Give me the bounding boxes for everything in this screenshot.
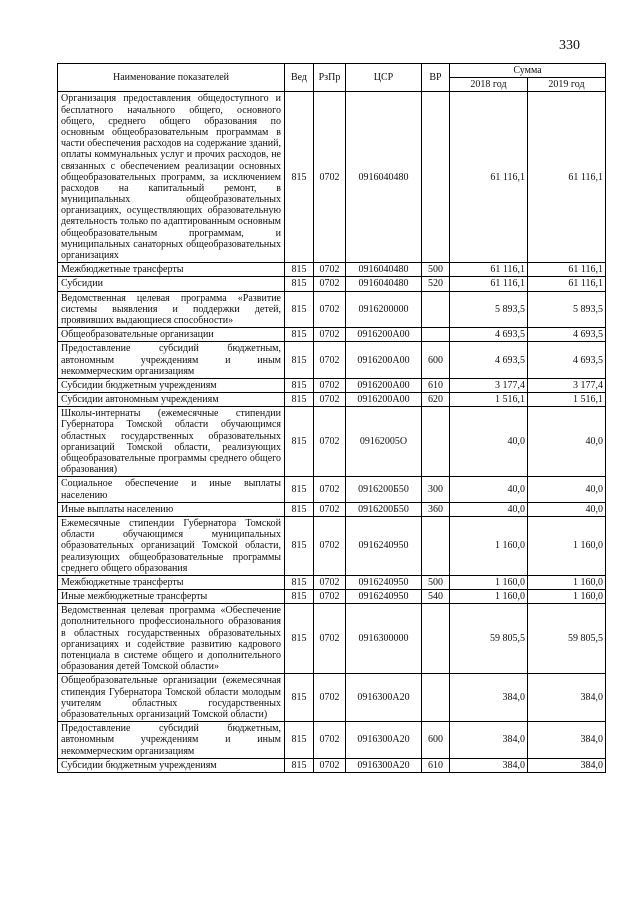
cell-name: Ежемесячные стипендии Губернатора Томской области обучающимся муниципальных образовательных организаций Томской области, реализующих общеобразовательные программы среднего общего образования (58, 516, 285, 575)
cell-2019: 384,0 (528, 722, 606, 759)
cell-vr: 300 (422, 477, 450, 502)
cell-vr: 360 (422, 502, 450, 516)
cell-ved: 815 (285, 722, 314, 759)
cell-2019: 4 693,5 (528, 328, 606, 342)
cell-name: Общеобразовательные организации (58, 328, 285, 342)
cell-rzpr: 0702 (314, 758, 346, 772)
cell-vr: 520 (422, 277, 450, 291)
cell-rzpr: 0702 (314, 477, 346, 502)
cell-vr (422, 328, 450, 342)
cell-2019: 61 116,1 (528, 263, 606, 277)
cell-name: Субсидии бюджетным учреждениям (58, 758, 285, 772)
cell-ved: 815 (285, 393, 314, 407)
cell-2019: 5 893,5 (528, 291, 606, 328)
cell-2018: 61 116,1 (450, 277, 528, 291)
cell-2018: 5 893,5 (450, 291, 528, 328)
cell-csr: 0916240950 (346, 575, 422, 589)
table-row (58, 575, 606, 589)
cell-vr: 620 (422, 393, 450, 407)
cell-2018: 40,0 (450, 502, 528, 516)
table-row (58, 758, 606, 772)
cell-name: Иные выплаты населению (58, 502, 285, 516)
cell-2018: 4 693,5 (450, 328, 528, 342)
cell-ved: 815 (285, 758, 314, 772)
table-row (58, 516, 606, 575)
cell-2019: 1 160,0 (528, 575, 606, 589)
cell-rzpr: 0702 (314, 291, 346, 328)
cell-ved: 815 (285, 263, 314, 277)
cell-csr: 0916300000 (346, 604, 422, 674)
cell-ved: 815 (285, 575, 314, 589)
cell-csr: 0916200А00 (346, 378, 422, 392)
budget-table (57, 63, 606, 773)
cell-csr: 0916200000 (346, 291, 422, 328)
cell-2018: 3 177,4 (450, 378, 528, 392)
cell-ved: 815 (285, 502, 314, 516)
cell-name: Школы-интернаты (ежемесячные стипендии Губернатора Томской области обучающимся областных государственных образовательных организаций Томской области, реализующих общеобразовательные программы среднего общего образования) (58, 407, 285, 477)
cell-name: Ведомственная целевая программа «Развитие системы выявления и поддержки детей, проявивших выдающиеся способности» (58, 291, 285, 328)
cell-rzpr: 0702 (314, 393, 346, 407)
cell-2019: 59 805,5 (528, 604, 606, 674)
cell-ved: 815 (285, 674, 314, 722)
cell-name: Субсидии бюджетным учреждениям (58, 378, 285, 392)
cell-name: Социальное обеспечение и иные выплаты населению (58, 477, 285, 502)
cell-csr: 0916040480 (346, 263, 422, 277)
table-row (58, 291, 606, 328)
cell-2019: 40,0 (528, 477, 606, 502)
cell-vr: 600 (422, 722, 450, 759)
cell-2019: 384,0 (528, 758, 606, 772)
cell-ved: 815 (285, 590, 314, 604)
cell-rzpr: 0702 (314, 590, 346, 604)
table-row (58, 604, 606, 674)
cell-name: Общеобразовательные организации (ежемесячная стипендия Губернатора Томской области молодым учителям областных государственных образовательных организаций Томской области) (58, 674, 285, 722)
cell-ved: 815 (285, 604, 314, 674)
table-row (58, 722, 606, 759)
cell-name: Межбюджетные трансферты (58, 575, 285, 589)
table-row (58, 328, 606, 342)
cell-2018: 1 516,1 (450, 393, 528, 407)
table-row (58, 590, 606, 604)
table-row (58, 92, 606, 263)
table-row (58, 407, 606, 477)
table-body (58, 92, 606, 773)
cell-2019: 3 177,4 (528, 378, 606, 392)
cell-ved: 815 (285, 92, 314, 263)
cell-2019: 61 116,1 (528, 277, 606, 291)
header-vr: ВР (422, 64, 450, 92)
table-row (58, 277, 606, 291)
cell-csr: 0916300А20 (346, 722, 422, 759)
table-row (58, 477, 606, 502)
header-name: Наименование показателей (58, 64, 285, 92)
table-row (58, 378, 606, 392)
cell-vr: 500 (422, 263, 450, 277)
table-row (58, 674, 606, 722)
cell-2019: 1 516,1 (528, 393, 606, 407)
cell-csr: 0916240950 (346, 590, 422, 604)
cell-vr: 500 (422, 575, 450, 589)
cell-rzpr: 0702 (314, 604, 346, 674)
cell-csr: 0916200Б50 (346, 477, 422, 502)
header-2018: 2018 год (450, 78, 528, 92)
cell-2018: 1 160,0 (450, 516, 528, 575)
cell-2018: 59 805,5 (450, 604, 528, 674)
cell-csr: 0916040480 (346, 277, 422, 291)
cell-ved: 815 (285, 378, 314, 392)
cell-ved: 815 (285, 328, 314, 342)
cell-vr: 610 (422, 378, 450, 392)
cell-name: Межбюджетные трансферты (58, 263, 285, 277)
cell-csr: 0916200А00 (346, 342, 422, 379)
cell-vr: 610 (422, 758, 450, 772)
cell-rzpr: 0702 (314, 263, 346, 277)
cell-2018: 384,0 (450, 758, 528, 772)
cell-vr (422, 291, 450, 328)
cell-2019: 40,0 (528, 502, 606, 516)
cell-ved: 815 (285, 291, 314, 328)
cell-vr (422, 516, 450, 575)
cell-name: Предоставление субсидий бюджетным, автономным учреждениям и иным некоммерческим организациям (58, 722, 285, 759)
cell-rzpr: 0702 (314, 722, 346, 759)
cell-2018: 40,0 (450, 407, 528, 477)
cell-name: Предоставление субсидий бюджетным, автономным учреждениям и иным некоммерческим организациям (58, 342, 285, 379)
cell-2019: 4 693,5 (528, 342, 606, 379)
header-2019: 2019 год (528, 78, 606, 92)
cell-2018: 40,0 (450, 477, 528, 502)
cell-csr: 0916200Б50 (346, 502, 422, 516)
cell-ved: 815 (285, 407, 314, 477)
cell-rzpr: 0702 (314, 407, 346, 477)
cell-ved: 815 (285, 277, 314, 291)
cell-2019: 1 160,0 (528, 590, 606, 604)
cell-2019: 61 116,1 (528, 92, 606, 263)
table-row (58, 502, 606, 516)
header-csr: ЦСР (346, 64, 422, 92)
cell-2018: 4 693,5 (450, 342, 528, 379)
cell-2018: 384,0 (450, 722, 528, 759)
cell-2018: 1 160,0 (450, 590, 528, 604)
cell-2018: 61 116,1 (450, 92, 528, 263)
cell-vr (422, 92, 450, 263)
header-rzpr: РзПр (314, 64, 346, 92)
cell-rzpr: 0702 (314, 378, 346, 392)
cell-2018: 1 160,0 (450, 575, 528, 589)
cell-rzpr: 0702 (314, 516, 346, 575)
cell-ved: 815 (285, 342, 314, 379)
cell-name: Организация предоставления общедоступного и бесплатного начального общего, основного общего, среднего общего образования по основным общеобразовательным программам в части обеспечения расходов на содержание зданий, оплаты коммунальных услуг и прочих расходов, не связанных с обеспечением реализации основных общеобразовательных программ, за исключением расходов на капитальный ремонт, в муниципальных общеобразовательных организациях, осуществляющих образовательную деятельность только по адаптированным основным общеобразовательным программам, и муниципальных санаторных общеобразовательных организациях (58, 92, 285, 263)
cell-rzpr: 0702 (314, 674, 346, 722)
cell-2018: 61 116,1 (450, 263, 528, 277)
cell-vr: 600 (422, 342, 450, 379)
cell-2018: 384,0 (450, 674, 528, 722)
table-header (58, 64, 606, 92)
header-sum: Сумма (450, 64, 606, 78)
header-ved: Вед (285, 64, 314, 92)
cell-vr (422, 604, 450, 674)
cell-name: Субсидии автономным учреждениям (58, 393, 285, 407)
cell-csr: 0916040480 (346, 92, 422, 263)
cell-name: Ведомственная целевая программа «Обеспечение дополнительного профессионального образования в областных государственных образовательных организациях и содействие развитию кадрового потенциала в системе общего и дополнительного образования детей Томской области» (58, 604, 285, 674)
cell-vr: 540 (422, 590, 450, 604)
cell-csr: 0916240950 (346, 516, 422, 575)
cell-name: Иные межбюджетные трансферты (58, 590, 285, 604)
cell-rzpr: 0702 (314, 328, 346, 342)
cell-csr: 0916200А00 (346, 328, 422, 342)
cell-rzpr: 0702 (314, 277, 346, 291)
cell-2019: 384,0 (528, 674, 606, 722)
cell-ved: 815 (285, 477, 314, 502)
cell-rzpr: 0702 (314, 92, 346, 263)
cell-vr (422, 674, 450, 722)
cell-rzpr: 0702 (314, 502, 346, 516)
cell-csr: 0916300А20 (346, 758, 422, 772)
cell-rzpr: 0702 (314, 342, 346, 379)
table-row (58, 393, 606, 407)
page-number: 330 (559, 38, 580, 53)
cell-2019: 40,0 (528, 407, 606, 477)
cell-name: Субсидии (58, 277, 285, 291)
cell-vr (422, 407, 450, 477)
cell-ved: 815 (285, 516, 314, 575)
cell-rzpr: 0702 (314, 575, 346, 589)
cell-csr: 0916200А00 (346, 393, 422, 407)
table-row (58, 342, 606, 379)
cell-csr: 09162005О (346, 407, 422, 477)
cell-2019: 1 160,0 (528, 516, 606, 575)
cell-csr: 0916300А20 (346, 674, 422, 722)
table-row (58, 263, 606, 277)
